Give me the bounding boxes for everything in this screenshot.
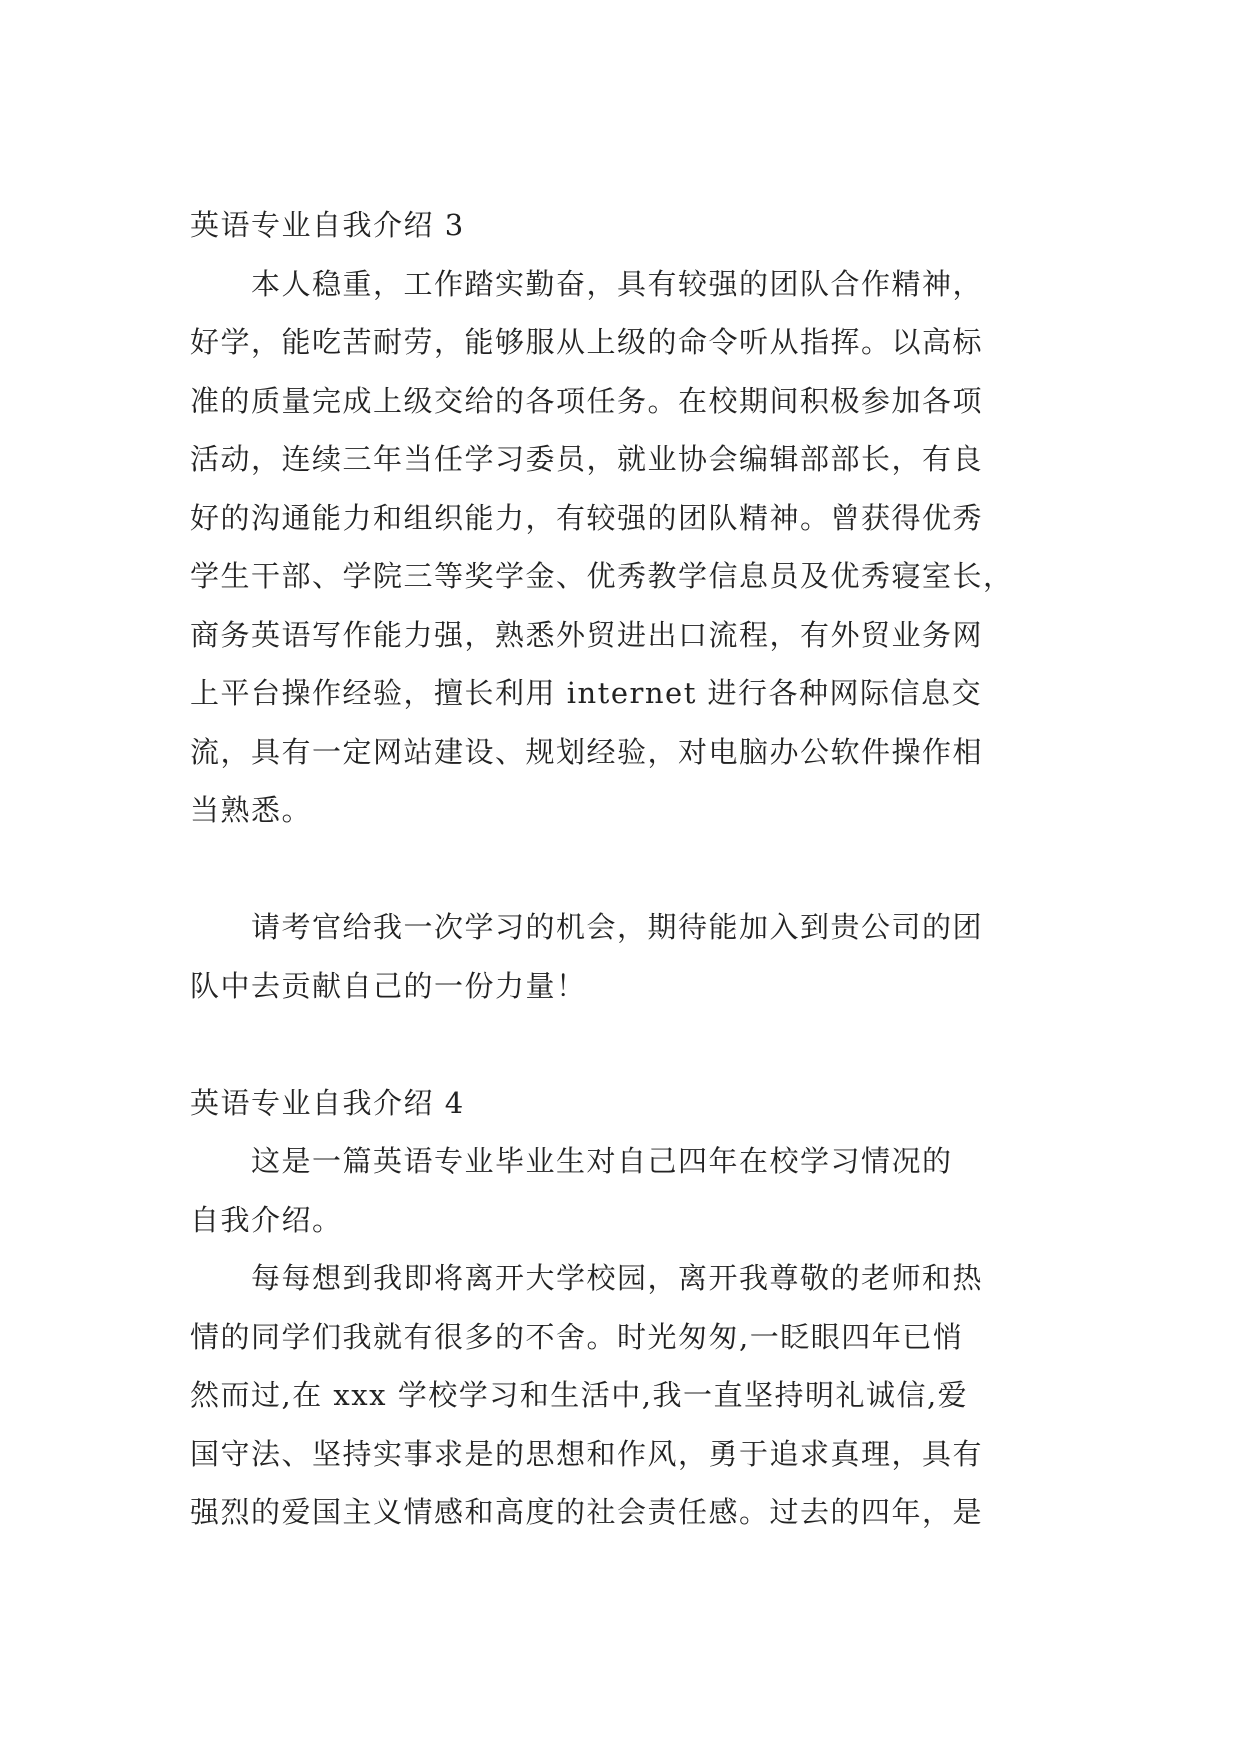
text-line: 好的沟通能力和组织能力，有较强的团队精神。曾获得优秀 — [190, 500, 984, 535]
section-title-3: 英语专业自我介绍 3 — [190, 208, 465, 242]
text-line: 队中去贡献自己的一份力量！ — [190, 968, 587, 1003]
text-line: 本人稳重，工作踏实勤奋，具有较强的团队合作精神， — [190, 266, 984, 301]
section-4-paragraph-2 — [190, 1249, 1055, 1542]
text-line: 上平台操作经验，擅长利用 internet 进行各种网际信息交 — [190, 676, 983, 710]
text-line: 当熟悉。 — [190, 793, 313, 827]
text-line: 每每想到我即将离开大学校园，离开我尊敬的老师和热 — [190, 1261, 984, 1295]
document-content — [190, 196, 1055, 1542]
section-4-paragraph-1 — [190, 1132, 1055, 1249]
text-line: 情的同学们我就有很多的不舍。时光匆匆,一眨眼四年已悄 — [190, 1319, 964, 1354]
text-line: 自我介绍。 — [190, 1202, 343, 1237]
text-line: 这是一篇英语专业毕业生对自己四年在校学习情况的 — [190, 1144, 953, 1178]
section-title-4: 英语专业自我介绍 4 — [190, 1085, 465, 1120]
text-line: 准的质量完成上级交给的各项任务。在校期间积极参加各项 — [190, 383, 984, 418]
text-line: 强烈的爱国主义情感和高度的社会责任感。过去的四年，是 — [190, 1495, 984, 1529]
text-line: 活动，连续三年当任学习委员，就业协会编辑部部长，有良 — [190, 442, 984, 476]
text-line: 好学，能吃苦耐劳，能够服从上级的命令听从指挥。以高标 — [190, 325, 984, 359]
text-line: 请考官给我一次学习的机会，期待能加入到贵公司的团 — [190, 910, 984, 944]
text-line: 学生干部、学院三等奖学金、优秀教学信息员及优秀寝室长， — [190, 559, 1014, 593]
text-line: 然而过,在 xxx 学校学习和生活中,我一直坚持明礼诚信,爱 — [190, 1378, 969, 1412]
paragraph-gap — [190, 1015, 1055, 1074]
text-line: 流，具有一定网站建设、规划经验，对电脑办公软件操作相 — [190, 734, 984, 769]
section-3-paragraph-2 — [190, 898, 1055, 1015]
section-3-paragraph-1 — [190, 255, 1055, 840]
paragraph-gap — [190, 840, 1055, 899]
text-line: 商务英语写作能力强，熟悉外贸进出口流程，有外贸业务网 — [190, 617, 984, 652]
text-line: 国守法、坚持实事求是的思想和作风，勇于追求真理，具有 — [190, 1436, 984, 1471]
